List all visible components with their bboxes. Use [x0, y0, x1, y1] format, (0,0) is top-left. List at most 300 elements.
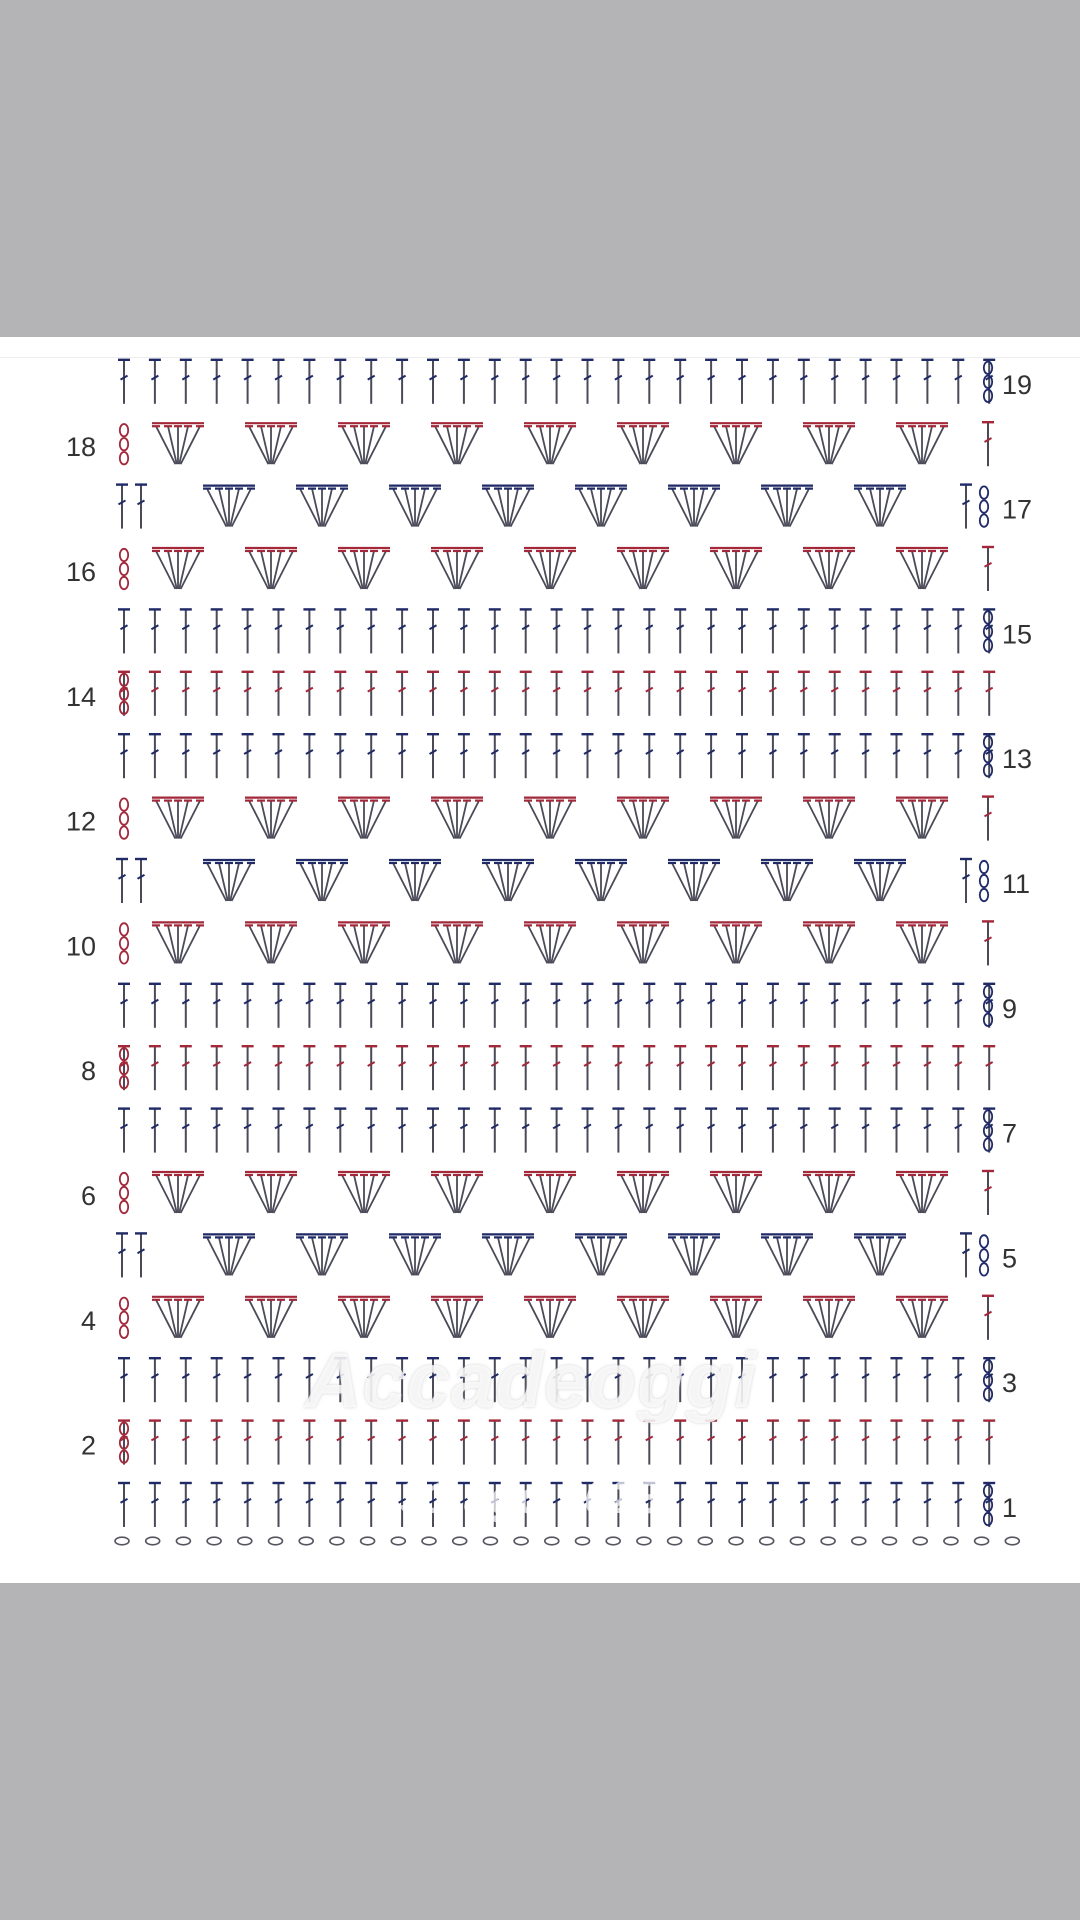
chain-icon [545, 1537, 559, 1545]
fan-cluster-icon [854, 486, 906, 527]
chain-icon [984, 736, 992, 776]
row-number-label: 6 [80, 1181, 96, 1211]
double-crochet-icon [643, 1358, 655, 1402]
double-crochet-icon [952, 360, 964, 404]
double-crochet-icon [242, 1109, 254, 1153]
double-crochet-icon [952, 984, 964, 1028]
double-crochet-icon [674, 1483, 686, 1527]
double-crochet-icon [365, 1483, 377, 1527]
double-crochet-icon [458, 734, 470, 778]
double-crochet-icon [860, 1421, 872, 1465]
chart-row-15 [118, 609, 1032, 653]
double-crochet-icon [891, 609, 903, 653]
double-crochet-icon [458, 609, 470, 653]
fan-cluster-icon [617, 798, 669, 839]
double-crochet-icon [303, 1109, 315, 1153]
chart-row-13 [118, 734, 1032, 778]
fan-cluster-icon [152, 922, 204, 963]
double-crochet-icon [829, 734, 841, 778]
double-crochet-icon [982, 797, 994, 841]
fan-cluster-icon [761, 860, 813, 901]
fan-cluster-icon [152, 423, 204, 464]
double-crochet-icon [551, 1046, 563, 1090]
fan-cluster-icon [431, 922, 483, 963]
double-crochet-icon [427, 984, 439, 1028]
chain-icon [637, 1537, 651, 1545]
chart-row-7 [118, 1109, 1017, 1153]
double-crochet-icon [674, 984, 686, 1028]
double-crochet-icon [705, 1358, 717, 1402]
fan-cluster-icon [245, 423, 297, 464]
double-crochet-icon [118, 360, 130, 404]
chart-row-9 [118, 984, 1017, 1028]
double-crochet-icon [952, 672, 964, 716]
row-number-label: 14 [65, 681, 96, 712]
fan-cluster-icon [245, 922, 297, 963]
double-crochet-icon [149, 1046, 161, 1090]
chain-icon [975, 1537, 989, 1545]
chain-icon [984, 1360, 992, 1400]
double-crochet-icon [303, 360, 315, 404]
double-crochet-icon [982, 1171, 994, 1215]
double-crochet-icon [612, 609, 624, 653]
double-crochet-icon [242, 1046, 254, 1090]
double-crochet-icon [242, 1421, 254, 1465]
double-crochet-icon [396, 734, 408, 778]
double-crochet-icon [365, 360, 377, 404]
fan-cluster-icon [296, 486, 348, 527]
chain-icon [729, 1537, 743, 1545]
double-crochet-icon [520, 734, 532, 778]
chain-icon [483, 1537, 497, 1545]
double-crochet-icon [303, 734, 315, 778]
fan-cluster-icon [524, 423, 576, 464]
chain-icon [207, 1537, 221, 1545]
double-crochet-icon [396, 1483, 408, 1527]
fan-cluster-icon [431, 1172, 483, 1213]
double-crochet-icon [860, 1046, 872, 1090]
fan-cluster-icon [152, 548, 204, 589]
fan-cluster-icon [245, 548, 297, 589]
fan-cluster-icon [710, 548, 762, 589]
fan-cluster-icon [617, 423, 669, 464]
double-crochet-icon [489, 734, 501, 778]
double-crochet-icon [551, 1483, 563, 1527]
double-crochet-icon [952, 1483, 964, 1527]
fan-cluster-icon [896, 548, 948, 589]
double-crochet-icon [116, 1233, 128, 1277]
double-crochet-icon [767, 1109, 779, 1153]
chart-row-12 [66, 797, 994, 841]
fan-cluster-icon [896, 798, 948, 839]
double-crochet-icon [303, 672, 315, 716]
double-crochet-icon [983, 360, 995, 404]
double-crochet-icon [674, 1358, 686, 1402]
double-crochet-icon [458, 1483, 470, 1527]
double-crochet-icon [427, 360, 439, 404]
double-crochet-icon [952, 1046, 964, 1090]
chain-icon [361, 1537, 375, 1545]
fan-cluster-icon [896, 423, 948, 464]
row-number-label: 18 [65, 432, 96, 463]
double-crochet-icon [983, 984, 995, 1028]
double-crochet-icon [211, 1421, 223, 1465]
row-number-label: 1 [1002, 1493, 1018, 1523]
fan-cluster-icon [803, 922, 855, 963]
double-crochet-icon [705, 1421, 717, 1465]
double-crochet-icon [983, 734, 995, 778]
double-crochet-icon [334, 360, 346, 404]
double-crochet-icon [983, 1109, 995, 1153]
double-crochet-icon [242, 609, 254, 653]
double-crochet-icon [273, 734, 285, 778]
double-crochet-icon [334, 984, 346, 1028]
double-crochet-icon [643, 1109, 655, 1153]
chain-icon [606, 1537, 620, 1545]
double-crochet-icon [551, 1358, 563, 1402]
fan-cluster-icon [575, 860, 627, 901]
row-number-label: 11 [1002, 869, 1031, 899]
double-crochet-icon [211, 609, 223, 653]
chain-icon [852, 1537, 866, 1545]
chain-icon [391, 1537, 405, 1545]
row-number-label: 4 [80, 1305, 96, 1336]
double-crochet-icon [952, 1421, 964, 1465]
double-crochet-icon [303, 1483, 315, 1527]
double-crochet-icon [135, 859, 147, 903]
fan-cluster-icon [389, 860, 441, 901]
double-crochet-icon [520, 1421, 532, 1465]
row-number-label: 15 [1002, 619, 1033, 650]
double-crochet-icon [982, 547, 994, 591]
double-crochet-icon [643, 1046, 655, 1090]
double-crochet-icon [643, 609, 655, 653]
double-crochet-icon [829, 1109, 841, 1153]
fan-cluster-icon [896, 1172, 948, 1213]
fan-cluster-icon [524, 1172, 576, 1213]
double-crochet-icon [180, 1046, 192, 1090]
fan-cluster-icon [575, 486, 627, 527]
double-crochet-icon [520, 1483, 532, 1527]
double-crochet-icon [458, 984, 470, 1028]
double-crochet-icon [767, 609, 779, 653]
chart-row-2 [81, 1421, 995, 1465]
chain-icon [980, 861, 988, 901]
double-crochet-icon [180, 672, 192, 716]
fan-cluster-icon [854, 860, 906, 901]
double-crochet-icon [149, 734, 161, 778]
double-crochet-icon [983, 609, 995, 653]
foundation-chain [115, 1537, 1019, 1545]
double-crochet-icon [736, 1421, 748, 1465]
double-crochet-icon [365, 1358, 377, 1402]
double-crochet-icon [798, 984, 810, 1028]
chain-icon [120, 424, 128, 464]
double-crochet-icon [798, 1109, 810, 1153]
double-crochet-icon [582, 734, 594, 778]
chain-icon [146, 1537, 160, 1545]
double-crochet-icon [829, 984, 841, 1028]
double-crochet-icon [582, 1421, 594, 1465]
double-crochet-icon [736, 1109, 748, 1153]
double-crochet-icon [427, 1358, 439, 1402]
fan-cluster-icon [803, 423, 855, 464]
fan-cluster-icon [710, 798, 762, 839]
row-number-label: 3 [1002, 1368, 1018, 1399]
chain-icon [984, 1485, 992, 1525]
double-crochet-icon [180, 1358, 192, 1402]
row-number-label: 19 [1002, 369, 1033, 400]
chain-icon [984, 1110, 992, 1150]
row-number-label: 2 [80, 1430, 96, 1461]
double-crochet-icon [582, 672, 594, 716]
double-crochet-icon [736, 734, 748, 778]
double-crochet-icon [273, 609, 285, 653]
double-crochet-icon [582, 1483, 594, 1527]
double-crochet-icon [427, 734, 439, 778]
fan-cluster-icon [338, 1297, 390, 1338]
double-crochet-icon [705, 1483, 717, 1527]
double-crochet-icon [736, 1046, 748, 1090]
double-crochet-icon [829, 609, 841, 653]
fan-cluster-icon [482, 860, 534, 901]
fan-cluster-icon [296, 860, 348, 901]
fan-cluster-icon [431, 423, 483, 464]
double-crochet-icon [674, 1109, 686, 1153]
double-crochet-icon [365, 984, 377, 1028]
double-crochet-icon [705, 984, 717, 1028]
double-crochet-icon [489, 984, 501, 1028]
double-crochet-icon [829, 672, 841, 716]
double-crochet-icon [921, 1109, 933, 1153]
double-crochet-icon [705, 734, 717, 778]
fan-cluster-icon [482, 1234, 534, 1275]
double-crochet-icon [705, 609, 717, 653]
double-crochet-icon [705, 672, 717, 716]
double-crochet-icon [458, 672, 470, 716]
fan-cluster-icon [803, 798, 855, 839]
double-crochet-icon [705, 1109, 717, 1153]
double-crochet-icon [427, 1109, 439, 1153]
double-crochet-icon [242, 734, 254, 778]
double-crochet-icon [180, 1421, 192, 1465]
double-crochet-icon [149, 1421, 161, 1465]
double-crochet-icon [149, 360, 161, 404]
chain-icon [980, 486, 988, 526]
row-number-label: 13 [1002, 744, 1033, 775]
double-crochet-icon [582, 984, 594, 1028]
double-crochet-icon [674, 672, 686, 716]
double-crochet-icon [551, 1109, 563, 1153]
double-crochet-icon [705, 360, 717, 404]
double-crochet-icon [983, 1046, 995, 1090]
fan-cluster-icon [710, 922, 762, 963]
double-crochet-icon [860, 984, 872, 1028]
double-crochet-icon [116, 859, 128, 903]
double-crochet-icon [736, 1483, 748, 1527]
fan-cluster-icon [896, 1297, 948, 1338]
double-crochet-icon [489, 1358, 501, 1402]
double-crochet-icon [643, 1483, 655, 1527]
double-crochet-icon [118, 1483, 130, 1527]
double-crochet-icon [612, 672, 624, 716]
chart-row-3 [118, 1358, 1017, 1402]
double-crochet-icon [612, 1109, 624, 1153]
fan-cluster-icon [338, 1172, 390, 1213]
double-crochet-icon [983, 1483, 995, 1527]
fan-cluster-icon [431, 798, 483, 839]
double-crochet-icon [921, 1421, 933, 1465]
fan-cluster-icon [668, 486, 720, 527]
chain-icon [576, 1537, 590, 1545]
double-crochet-icon [149, 1483, 161, 1527]
double-crochet-icon [489, 672, 501, 716]
double-crochet-icon [643, 360, 655, 404]
chart-row-17 [116, 485, 1032, 529]
chain-icon [944, 1537, 958, 1545]
double-crochet-icon [612, 1358, 624, 1402]
chart-row-11 [116, 859, 1030, 903]
double-crochet-icon [860, 1483, 872, 1527]
double-crochet-icon [427, 609, 439, 653]
double-crochet-icon [396, 984, 408, 1028]
fan-cluster-icon [668, 860, 720, 901]
double-crochet-icon [365, 1046, 377, 1090]
fan-cluster-icon [710, 1297, 762, 1338]
double-crochet-icon [489, 1046, 501, 1090]
double-crochet-icon [891, 1421, 903, 1465]
chart-row-4 [81, 1296, 994, 1340]
double-crochet-icon [365, 1421, 377, 1465]
double-crochet-icon [582, 1109, 594, 1153]
fan-cluster-icon [896, 922, 948, 963]
double-crochet-icon [952, 1358, 964, 1402]
double-crochet-icon [273, 1421, 285, 1465]
double-crochet-icon [365, 609, 377, 653]
double-crochet-icon [829, 360, 841, 404]
chain-icon [422, 1537, 436, 1545]
double-crochet-icon [767, 1483, 779, 1527]
double-crochet-icon [520, 609, 532, 653]
double-crochet-icon [180, 984, 192, 1028]
double-crochet-icon [303, 984, 315, 1028]
double-crochet-icon [303, 1046, 315, 1090]
double-crochet-icon [489, 1109, 501, 1153]
double-crochet-icon [860, 672, 872, 716]
double-crochet-icon [180, 1483, 192, 1527]
double-crochet-icon [334, 672, 346, 716]
double-crochet-icon [273, 360, 285, 404]
chain-icon [1005, 1537, 1019, 1545]
double-crochet-icon [458, 1421, 470, 1465]
double-crochet-icon [921, 609, 933, 653]
double-crochet-icon [891, 1109, 903, 1153]
double-crochet-icon [860, 609, 872, 653]
double-crochet-icon [365, 1109, 377, 1153]
double-crochet-icon [798, 1483, 810, 1527]
chain-icon [453, 1537, 467, 1545]
double-crochet-icon [396, 1109, 408, 1153]
fan-cluster-icon [524, 922, 576, 963]
fan-cluster-icon [761, 486, 813, 527]
chart-row-10 [66, 921, 994, 965]
double-crochet-icon [118, 1109, 130, 1153]
double-crochet-icon [135, 485, 147, 529]
double-crochet-icon [396, 1421, 408, 1465]
double-crochet-icon [612, 1421, 624, 1465]
double-crochet-icon [365, 734, 377, 778]
row-number-label: 7 [1002, 1118, 1018, 1149]
double-crochet-icon [520, 1046, 532, 1090]
double-crochet-icon [551, 672, 563, 716]
double-crochet-icon [860, 360, 872, 404]
double-crochet-icon [489, 360, 501, 404]
double-crochet-icon [674, 609, 686, 653]
double-crochet-icon [891, 360, 903, 404]
double-crochet-icon [458, 1358, 470, 1402]
fan-cluster-icon [389, 1234, 441, 1275]
fan-cluster-icon [203, 486, 255, 527]
double-crochet-icon [921, 1483, 933, 1527]
double-crochet-icon [334, 1421, 346, 1465]
double-crochet-icon [551, 360, 563, 404]
double-crochet-icon [273, 672, 285, 716]
row-number-label: 16 [65, 557, 96, 587]
double-crochet-icon [860, 734, 872, 778]
fan-cluster-icon [245, 1297, 297, 1338]
chart-row-8 [81, 1046, 995, 1090]
chart-row-5 [116, 1233, 1017, 1277]
double-crochet-icon [612, 984, 624, 1028]
double-crochet-icon [860, 1358, 872, 1402]
double-crochet-icon [303, 1421, 315, 1465]
double-crochet-icon [303, 1358, 315, 1402]
chart-row-16 [66, 547, 994, 591]
fan-cluster-icon [152, 798, 204, 839]
double-crochet-icon [211, 1046, 223, 1090]
double-crochet-icon [427, 1046, 439, 1090]
double-crochet-icon [829, 1046, 841, 1090]
fan-cluster-icon [152, 1172, 204, 1213]
double-crochet-icon [921, 1046, 933, 1090]
double-crochet-icon [982, 921, 994, 965]
double-crochet-icon [982, 1296, 994, 1340]
double-crochet-icon [891, 1046, 903, 1090]
double-crochet-icon [273, 984, 285, 1028]
double-crochet-icon [520, 984, 532, 1028]
fan-cluster-icon [761, 1234, 813, 1275]
double-crochet-icon [582, 360, 594, 404]
double-crochet-icon [798, 609, 810, 653]
double-crochet-icon [767, 360, 779, 404]
fan-cluster-icon [803, 1172, 855, 1213]
double-crochet-icon [520, 672, 532, 716]
row-number-label: 8 [80, 1056, 96, 1087]
double-crochet-icon [303, 609, 315, 653]
chart-row-6 [81, 1171, 994, 1215]
chain-icon [330, 1537, 344, 1545]
double-crochet-icon [674, 360, 686, 404]
double-crochet-icon [242, 1483, 254, 1527]
double-crochet-icon [118, 984, 130, 1028]
double-crochet-icon [952, 609, 964, 653]
double-crochet-icon [736, 672, 748, 716]
double-crochet-icon [921, 360, 933, 404]
fan-cluster-icon [203, 860, 255, 901]
double-crochet-icon [798, 360, 810, 404]
chart-row-14 [66, 672, 995, 716]
double-crochet-icon [211, 1483, 223, 1527]
